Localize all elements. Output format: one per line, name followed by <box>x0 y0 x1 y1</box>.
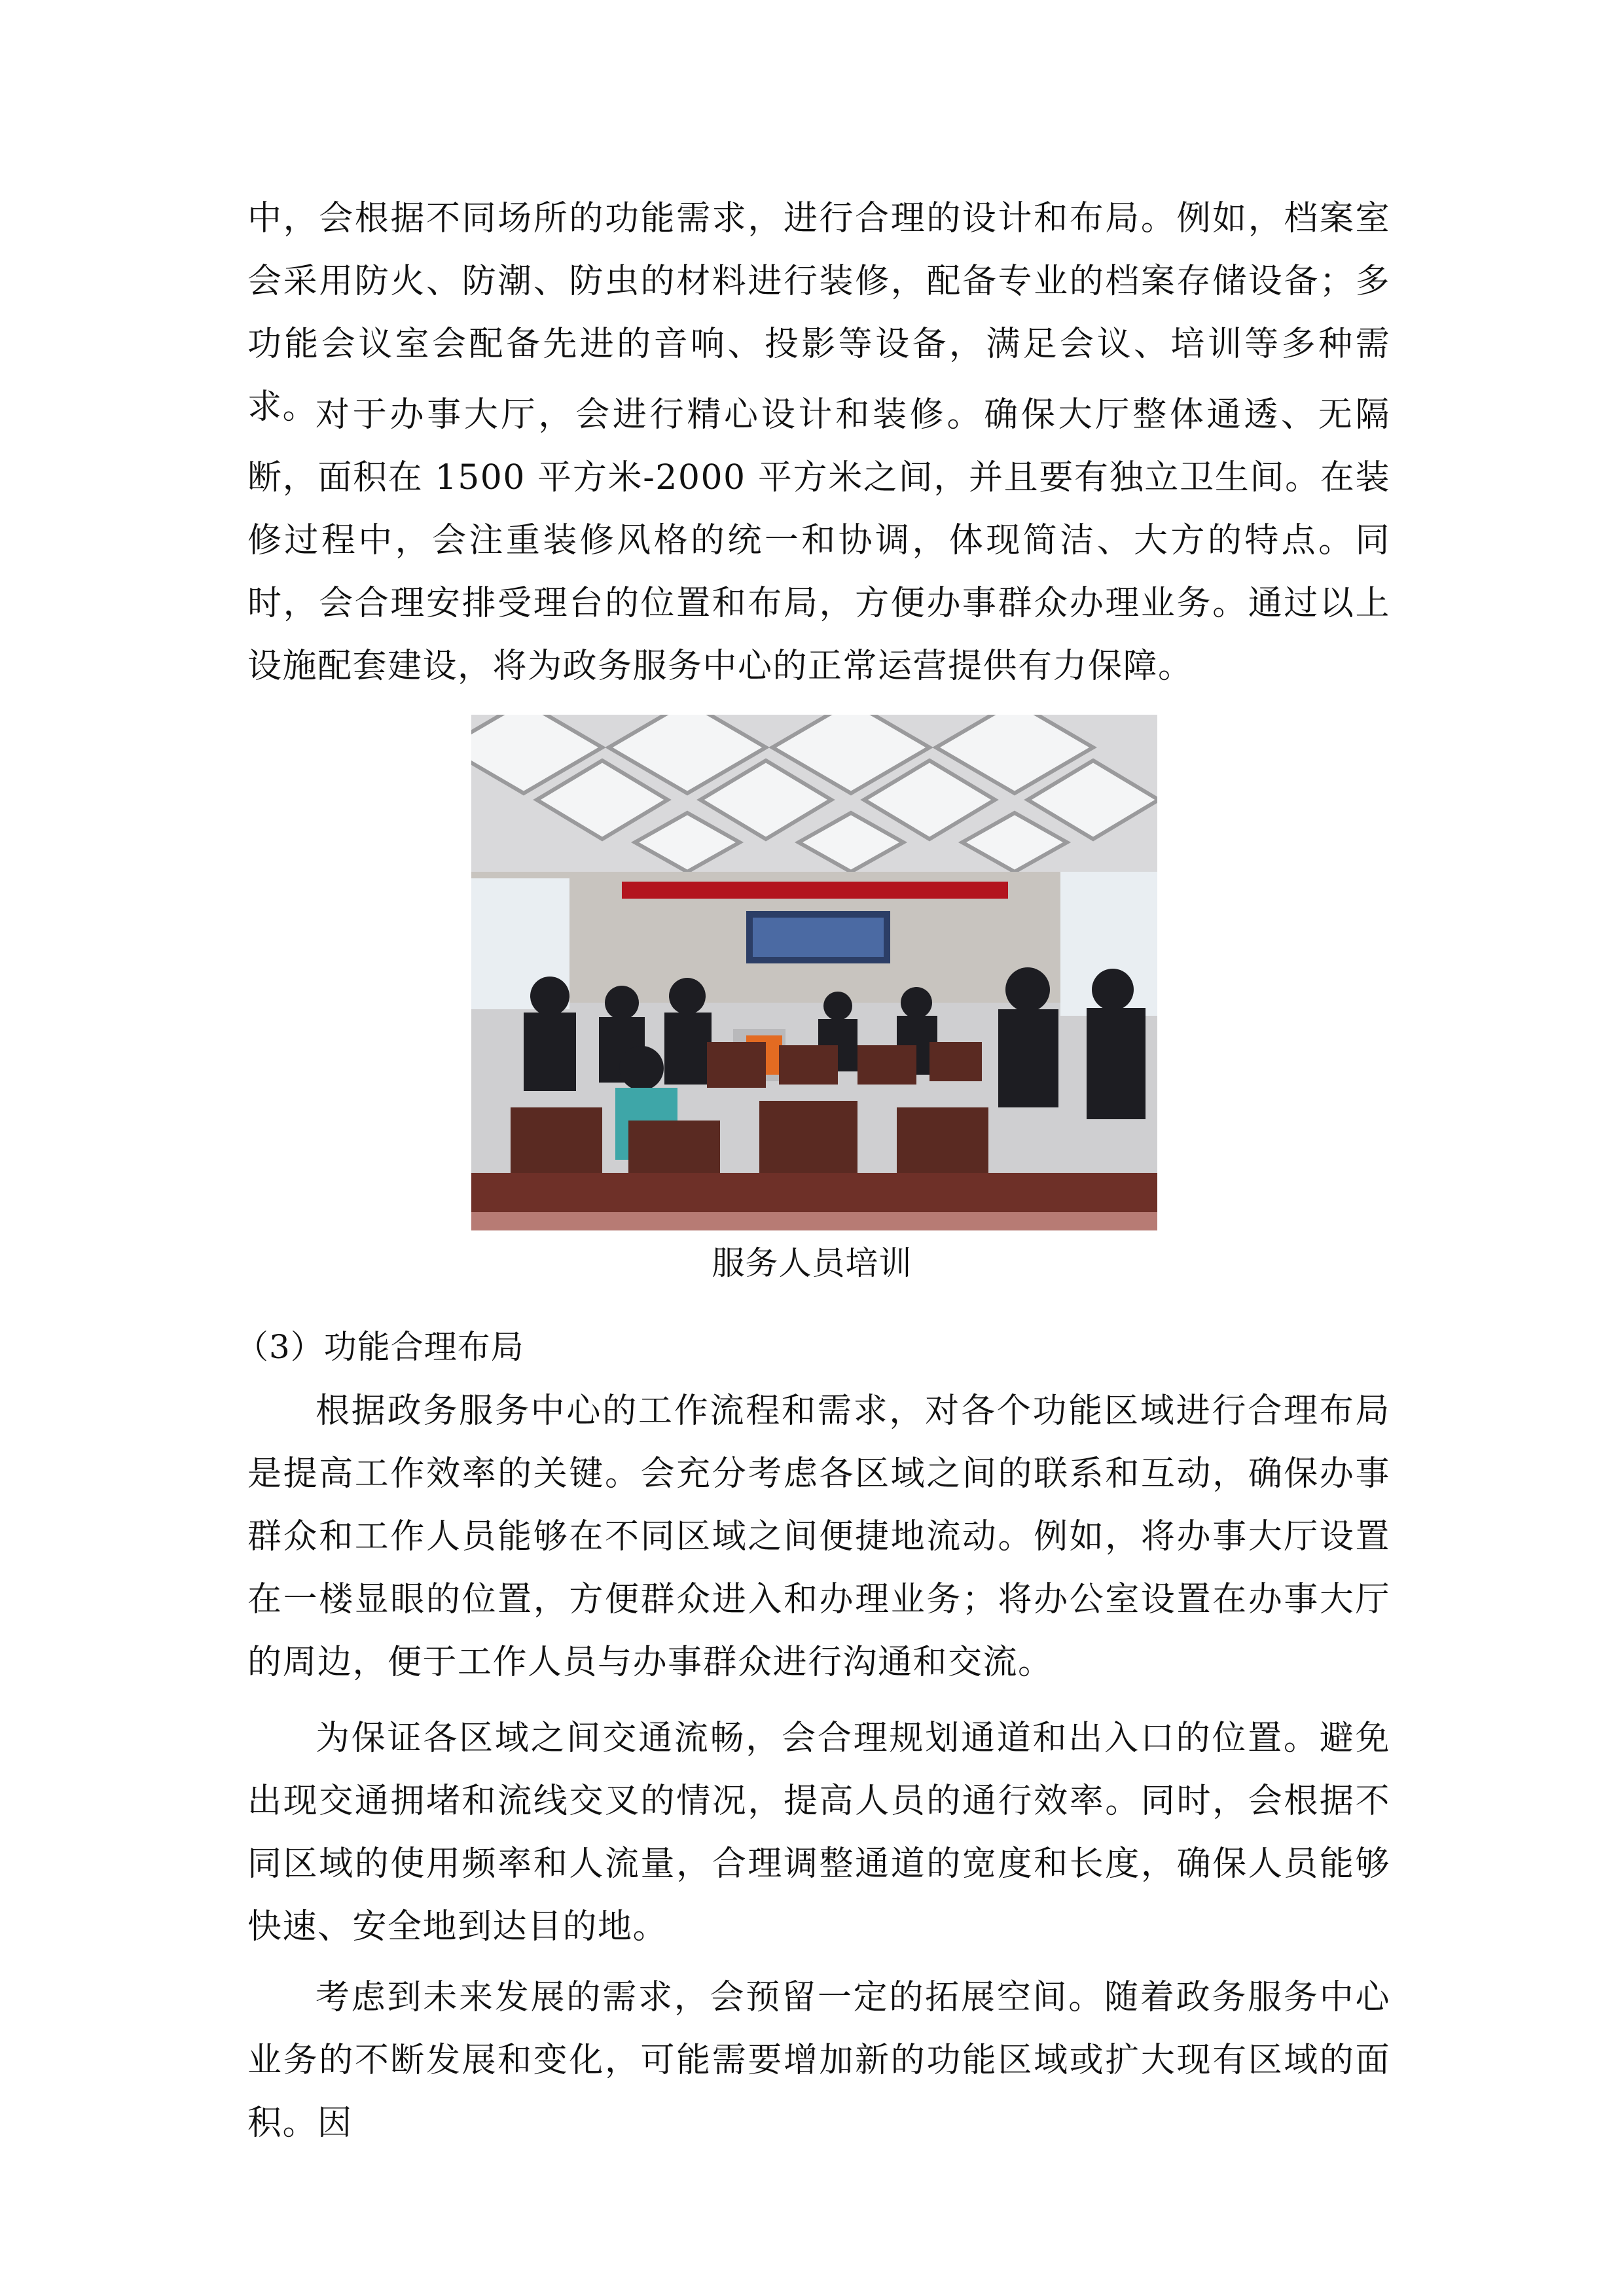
paragraph-4: 为保证各区域之间交通流畅，会合理规划通道和出入口的位置。避免出现交通拥堵和流线交叉的情况，提高人员的通行效率。同时，会根据不同区域的使用频率和人流量，合理调整通道的宽度和长度，确保人员能够快速、安全地到达目的地。 <box>247 1719 1390 1946</box>
section-heading: （3）功能合理布局 <box>236 1328 524 1366</box>
figure-caption: 服务人员培训 <box>712 1244 912 1282</box>
paragraph-3: 根据政务服务中心的工作流程和需求，对各个功能区域进行合理布局是提高工作效率的关键。会充分考虑各区域之间的联系和互动，确保办事群众和工作人员能够在不同区域之间便捷地流动。例如，将办事大厅设置在一楼显眼的位置，方便群众进入和办理业务；将办公室设置在办事大厅的周边，便于工作人员与办事群众进行沟通和交流。 <box>247 1391 1390 1682</box>
paragraph-1: 中，会根据不同场所的功能需求，进行合理的设计和布局。例如，档案室会采用防火、防潮、防虫的材料进行装修，配备专业的档案存储设备；多功能会议室会配备先进的音响、投影等设备，满足会议、培训等多种需求。 <box>247 199 1390 427</box>
training-photo-illustration <box>471 715 1157 1230</box>
paragraph-2: 对于办事大厅，会进行精心设计和装修。确保大厅整体通透、无隔断，面积在 1500 平方米-2000 平方米之间，并且要有独立卫生间。在装修过程中，会注重装修风格的统一和协调，体现简洁、大方的特点。同时，会合理安排受理台的位置和布局，方便办事群众办理业务。通过以上设施配套建设，将为政务服务中心的正常运营提供有力保障。 <box>247 395 1390 686</box>
paragraph-5: 考虑到未来发展的需求，会预留一定的拓展空间。随着政务服务中心业务的不断发展和变化，可能需要增加新的功能区域或扩大现有区域的面积。因 <box>247 1978 1390 2143</box>
training-photo <box>471 715 1157 1230</box>
